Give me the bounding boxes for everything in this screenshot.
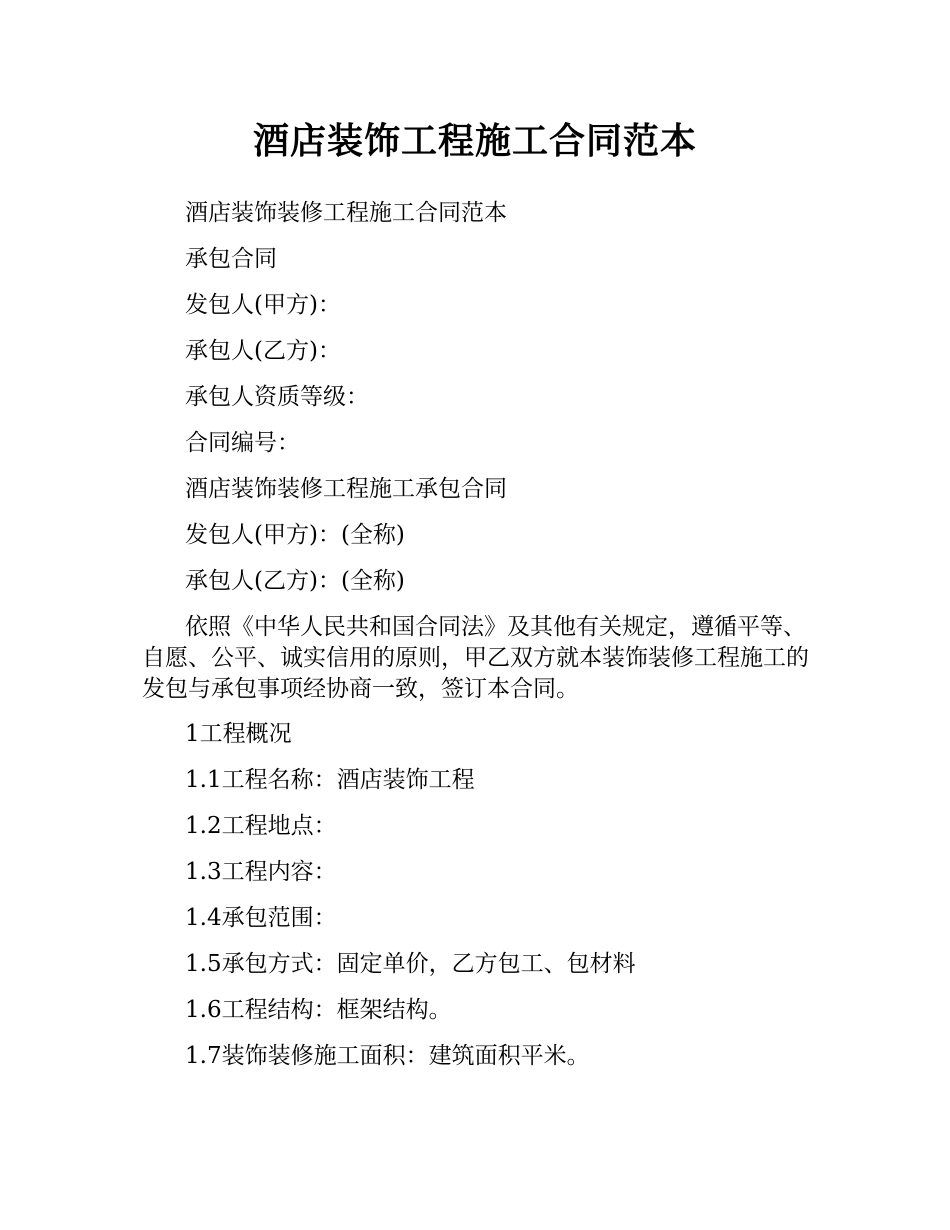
paragraph-1-6: 1.6工程结构：框架结构。 (185, 997, 452, 1024)
paragraph-preamble: 依照《中华人民共和国合同法》及其他有关规定，遵循平等、自愿、公平、诚实信用的原则，甲乙双方就本装饰装修工程施工的发包与承包事项经协商一致，签订本合同。 (142, 613, 809, 702)
paragraph-subtitle: 酒店装饰装修工程施工合同范本 (185, 200, 507, 226)
paragraph-1-3: 1.3工程内容： (185, 859, 337, 886)
paragraph-party-a: 发包人(甲方)： (185, 291, 341, 318)
paragraph-party-b-fullname: 承包人(乙方)：(全称) (185, 567, 405, 594)
paragraph-party-a-fullname: 发包人(甲方)：(全称) (185, 521, 405, 548)
paragraph-contract-number: 合同编号： (185, 429, 300, 456)
document-body (142, 198, 812, 1087)
paragraph-1-5: 1.5承包方式：固定单价，乙方包工、包材料 (185, 951, 636, 978)
document-title: 酒店装饰工程施工合同范本 (252, 121, 697, 162)
paragraph-1-7: 1.7装饰装修施工面积：建筑面积平米。 (185, 1043, 590, 1070)
paragraph-contract-heading: 酒店装饰装修工程施工承包合同 (185, 475, 507, 502)
paragraph-1-4: 1.4承包范围： (185, 905, 337, 932)
paragraph-section-1: 1工程概况 (185, 721, 292, 748)
paragraph-contract-type: 承包合同 (185, 245, 277, 272)
paragraph-qualification: 承包人资质等级： (185, 383, 369, 410)
paragraph-party-b: 承包人(乙方)： (185, 337, 341, 364)
paragraph-1-1: 1.1工程名称：酒店装饰工程 (185, 767, 475, 794)
paragraph-1-2: 1.2工程地点： (185, 813, 337, 840)
